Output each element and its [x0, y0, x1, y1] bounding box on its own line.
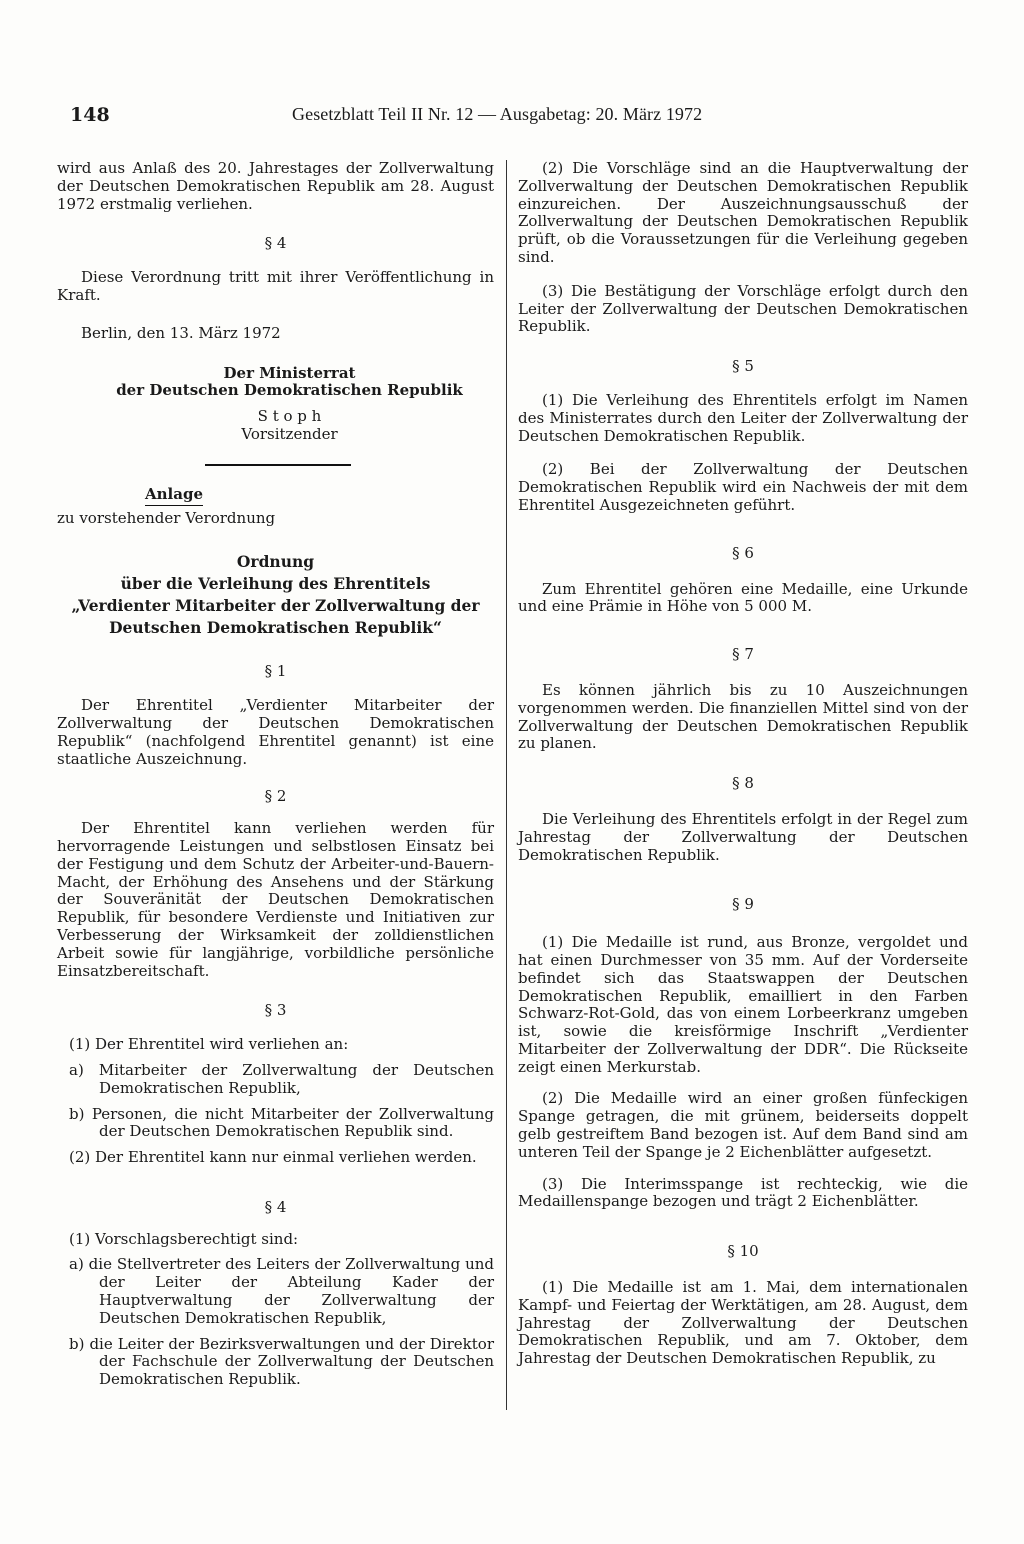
paragraph: Der Ehrentitel kann verliehen werden für hervorragende Leistungen und selbstlosen Einsatz bei der Festigung und dem Schutz der Arbeiter-und-Bauern-Macht, der Erhöhung des Ansehens und der Stärkung der Souveränität der Deutschen Demokratischen Republik, für besondere Verdienste und Initiativen zur Verbesserung der Wirksamkeit der zolldienstlichen Arbeit sowie für langjährige, vorbildliche persönliche Einsatzbereitschaft.: [57, 819, 494, 980]
signer-title: Vorsitzender: [241, 424, 338, 443]
paragraph: (1) Die Medaille ist rund, aus Bronze, vergoldet und hat einen Durchmesser von 35 mm. Auf der Vorderseite befindet sich das Staatswappen der Deutschen Demokratischen Republik, emailliert in den Farben Schwarz-Rot-Gold, das von einem Lorbeerkranz umgeben ist, sowie die kreisförmige Inschrift „Verdienter Mitarbeiter der Zollverwaltung der DDR“. Die Rückseite zeigt einen Merkurstab.: [518, 933, 968, 1076]
section-heading: § 8: [732, 774, 754, 793]
paragraph: (2) Der Ehrentitel kann nur einmal verliehen werden.: [69, 1148, 477, 1167]
paragraph: (2) Die Medaille wird an einer großen fünfeckigen Spange getragen, die mit grünem, beiderseits doppelt gelb gestreiftem Band bezogen ist. Auf dem Band sind am unteren Teil der Spange je 2 Eichenblätter aufgesetzt.: [518, 1089, 968, 1161]
list-item: b) Personen, die nicht Mitarbeiter der Zollverwaltung der Deutschen Demokratischen Republik sind.: [69, 1104, 494, 1141]
section-heading: § 6: [732, 543, 754, 562]
section-heading: § 5: [732, 357, 754, 376]
paragraph: Diese Verordnung tritt mit ihrer Veröffentlichung in Kraft.: [57, 268, 494, 304]
paragraph: Zum Ehrentitel gehören eine Medaille, eine Urkunde und eine Prämie in Höhe von 5 000 M.: [518, 579, 968, 616]
list-item: a) Mitarbeiter der Zollverwaltung der Deutschen Demokratischen Republik,: [69, 1060, 494, 1097]
section-heading: § 7: [732, 645, 754, 664]
paragraph: Die Verleihung des Ehrentitels erfolgt in der Regel zum Jahrestag der Zollverwaltung der Deutschen Demokratischen Republik.: [518, 809, 968, 864]
left-column: [57, 160, 494, 1389]
council-title: Der Ministerrat: [223, 363, 356, 382]
annex-label-wrap: [57, 486, 494, 506]
paragraph: (1) Vorschlagsberechtigt sind:: [69, 1229, 299, 1248]
paragraph: (1) Der Ehrentitel wird verliehen an:: [69, 1035, 349, 1054]
annex-subtitle: zu vorstehender Verordnung: [57, 508, 276, 527]
section-heading: § 10: [727, 1242, 759, 1261]
section-heading: § 2: [264, 787, 287, 806]
place-date: Berlin, den 13. März 1972: [81, 323, 281, 342]
ordnung-title-line: Ordnung: [236, 552, 315, 572]
column-divider: [506, 160, 507, 1410]
page-header: [64, 104, 964, 132]
paragraph: Der Ehrentitel „Verdienter Mitarbeiter der Zollverwaltung der Deutschen Demokratischen Republik“ (nachfolgend Ehrentitel genannt) ist eine staatliche Auszeichnung.: [57, 696, 494, 768]
council-title-2: der Deutschen Demokratischen Republik: [116, 381, 463, 400]
page-number: 148: [70, 104, 110, 126]
right-column: [518, 160, 968, 1368]
paragraph: (1) Die Verleihung des Ehrentitels erfolgt im Namen des Ministerrates durch den Leiter der Zollverwaltung der Deutschen Demokratischen Republik.: [518, 390, 968, 445]
list-item: a) die Stellvertreter des Leiters der Zollverwaltung und der Leiter der Abteilung Kader der Hauptverwaltung der Zollverwaltung der Deutschen Demokratischen Republik,: [69, 1255, 494, 1327]
section-heading: § 4: [264, 1197, 287, 1216]
intro-text: wird aus Anlaß des 20. Jahrestages der Zollverwaltung der Deutschen Demokratischen Republik am 28. August 1972 erstmalig verliehen.: [57, 159, 494, 213]
separator-rule: [205, 464, 351, 466]
ordnung-title-line: über die Verleihung des Ehrentitels: [120, 574, 431, 594]
section-heading: § 4: [264, 234, 287, 253]
signer-name: S t o p h: [257, 407, 322, 426]
list-item: b) die Leiter der Bezirksverwaltungen und der Direktor der Fachschule der Zollverwaltung der Deutschen Demokratischen Republik.: [69, 1334, 494, 1389]
paragraph: (2) Bei der Zollverwaltung der Deutschen Demokratischen Republik wird ein Nachweis der mit dem Ehrentitel Ausgezeichneten geführt.: [518, 460, 968, 514]
annex-label: Anlage: [145, 486, 203, 506]
paragraph: (2) Die Vorschläge sind an die Hauptverwaltung der Zollverwaltung der Deutschen Demokratischen Republik einzureichen. Der Auszeichnungsausschuß der Zollverwaltung der Deutschen Demokratischen Republik prüft, ob die Voraussetzungen für die Verleihung gegeben sind.: [518, 159, 968, 266]
section-heading: § 3: [264, 1001, 287, 1020]
section-heading: § 9: [732, 895, 754, 914]
paragraph: (1) Die Medaille ist am 1. Mai, dem internationalen Kampf- und Feiertag der Werktätigen, am 28. August, dem Jahrestag der Zollverwaltung der Deutschen Demokratischen Republik, und am 7. Oktober, dem Jahrestag der Deutschen Demokratischen Republik, zu: [518, 1278, 968, 1368]
paragraph: (3) Die Bestätigung der Vorschläge erfolgt durch den Leiter der Zollverwaltung der Deutschen Demokratischen Republik.: [518, 281, 968, 336]
ordnung-title-line: Deutschen Demokratischen Republik“: [109, 618, 442, 638]
ordnung-title-line: „Verdienter Mitarbeiter der Zollverwaltung der: [71, 596, 480, 616]
section-heading: § 1: [264, 662, 287, 681]
paragraph: Es können jährlich bis zu 10 Auszeichnungen vorgenommen werden. Die finanziellen Mittel sind von der Zollverwaltung der Deutschen Demokratischen Republik zu planen.: [518, 680, 968, 753]
gazette-title: Gesetzblatt Teil II Nr. 12 — Ausgabetag: 20. März 1972: [292, 104, 703, 124]
paragraph: (3) Die Interimsspange ist rechteckig, wie die Medaillenspange bezogen und trägt 2 Eichenblätter.: [518, 1174, 968, 1211]
ordnung-title: [57, 551, 494, 639]
